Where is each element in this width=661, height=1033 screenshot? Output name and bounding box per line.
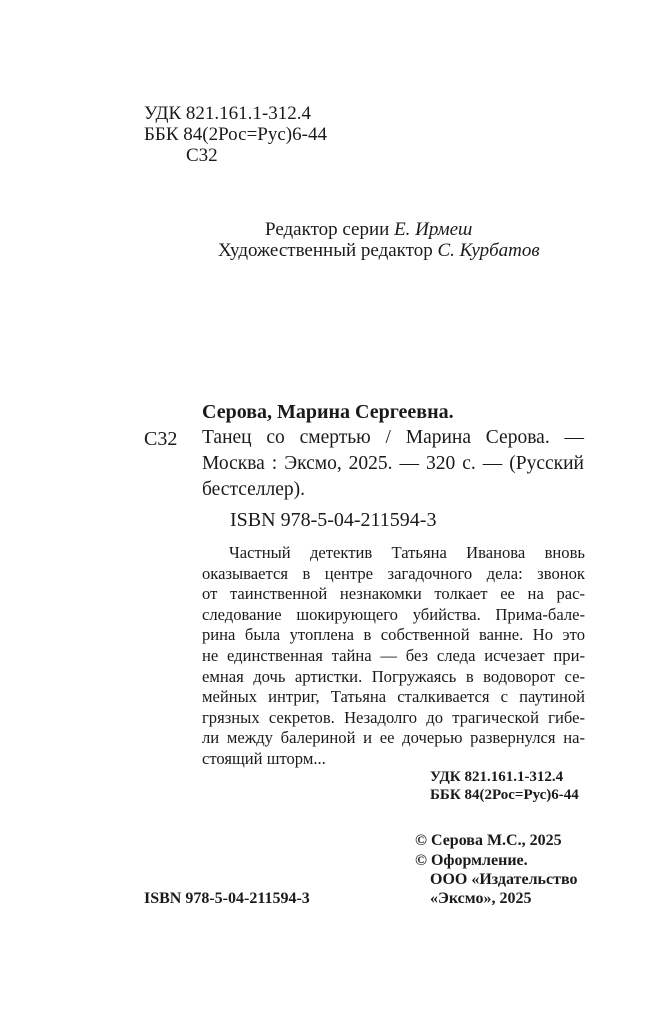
annotation-line: Частный детектив Татьяна Иванова вновь [229, 543, 585, 562]
record-author: Серова, Марина Сергеевна. [202, 401, 454, 423]
annotation-line: рина была утоплена в собственной ванне. Но это [202, 625, 585, 645]
art-editor-name: С. Курбатов [437, 240, 540, 261]
annotation-line: следование шокирующего убийства. Прима-бале- [202, 604, 585, 624]
annotation-line: не единственная тайна — без следа исчезает при- [202, 645, 585, 665]
record-sign: С32 [144, 428, 178, 450]
record-line: бестселлер). [202, 479, 306, 500]
art-editor [218, 240, 540, 262]
copyright-author: © Серова М.С., 2025 [415, 832, 562, 849]
annotation [202, 543, 585, 770]
footer-udk: УДК 821.161.1-312.4 [430, 769, 564, 785]
series-editor-label: Редактор серии [265, 219, 390, 240]
annotation-line: оказывается в центре загадочного дела: звонок [202, 563, 585, 583]
copyright-design-2: ООО «Издательство [430, 871, 578, 888]
record-line: Москва : Эксмо, 2025. — 320 с. — (Русский [202, 453, 584, 474]
record-line: Танец со смертью / Марина Серова. — [202, 427, 584, 448]
record-description [202, 425, 584, 503]
annotation-line: стоящий шторм... [202, 748, 326, 768]
record-isbn: ISBN 978-5-04-211594-3 [230, 509, 437, 531]
art-editor-label: Художественный редактор [218, 240, 433, 261]
footer-bbk: ББК 84(2Рос=Рус)6-44 [430, 787, 579, 803]
copyright-design-1: © Оформление. [415, 852, 528, 869]
annotation-line: емная дочь артистки. Погружаясь в водоворот се- [202, 666, 585, 686]
udk-code: УДК 821.161.1-312.4 [144, 103, 311, 124]
author-sign: С32 [186, 145, 218, 166]
annotation-line: от таинственной незнакомки толкает ее на рас- [202, 584, 585, 604]
annotation-line: мейных интриг, Татьяна сталкивается с паутиной [202, 687, 585, 707]
copyright-design-3: «Эксмо», 2025 [430, 890, 532, 907]
footer-isbn: ISBN 978-5-04-211594-3 [144, 890, 310, 907]
annotation-line: ли между балериной и ее дочерью развернулся на- [202, 728, 585, 748]
annotation-line: грязных секретов. Незадолго до трагической гибе- [202, 707, 585, 727]
series-editor [265, 219, 472, 241]
bbk-code: ББК 84(2Рос=Рус)6-44 [144, 124, 327, 145]
series-editor-name: Е. Ирмеш [394, 219, 473, 240]
